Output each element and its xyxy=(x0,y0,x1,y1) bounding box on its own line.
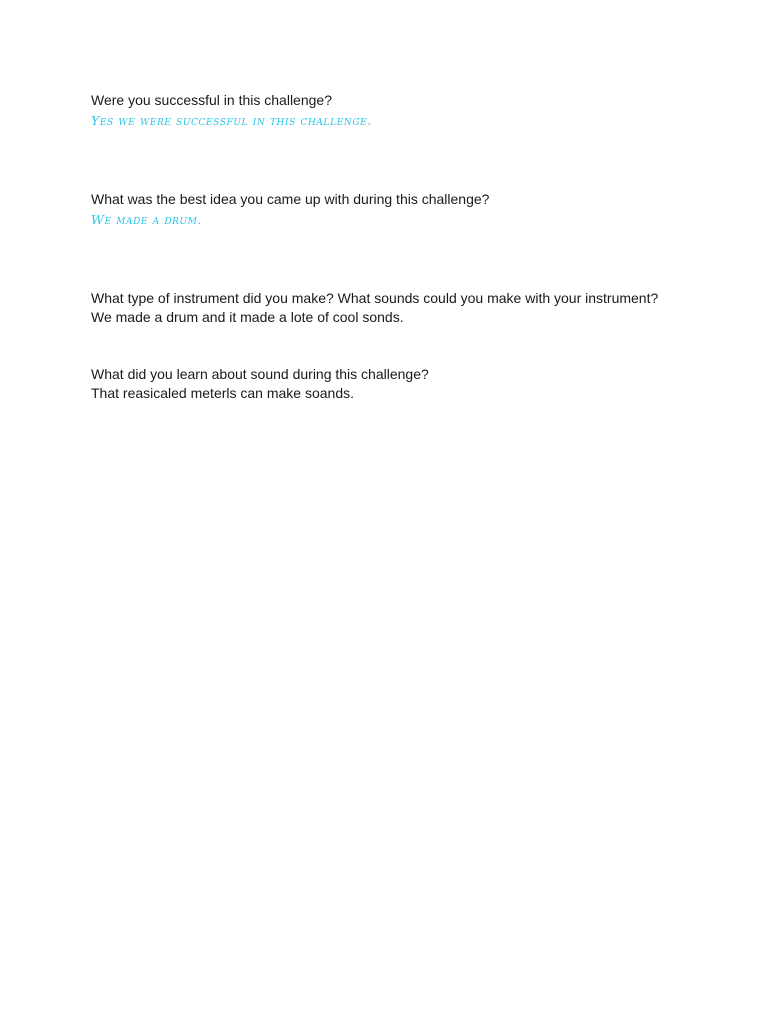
answer-text: We made a drum and it made a lote of cool sonds. xyxy=(91,309,404,325)
answer-text-handwritten: We made a drum. xyxy=(91,212,203,227)
question-text: What did you learn about sound during this challenge? xyxy=(91,366,429,382)
answer-text: That reasicaled meterls can make soands. xyxy=(91,385,355,401)
question-text: What type of instrument did you make? What sounds could you make with your instrument? xyxy=(91,290,659,306)
question-text: Were you successful in this challenge? xyxy=(91,92,332,108)
question-text: What was the best idea you came up with during this challenge? xyxy=(91,191,490,207)
question-block-instrument xyxy=(91,289,711,327)
question-block-learned xyxy=(91,365,711,403)
answer-text-handwritten: Yes we were successful in this challenge. xyxy=(91,113,372,128)
question-block-best-idea xyxy=(91,190,711,231)
question-block-success xyxy=(91,91,711,132)
